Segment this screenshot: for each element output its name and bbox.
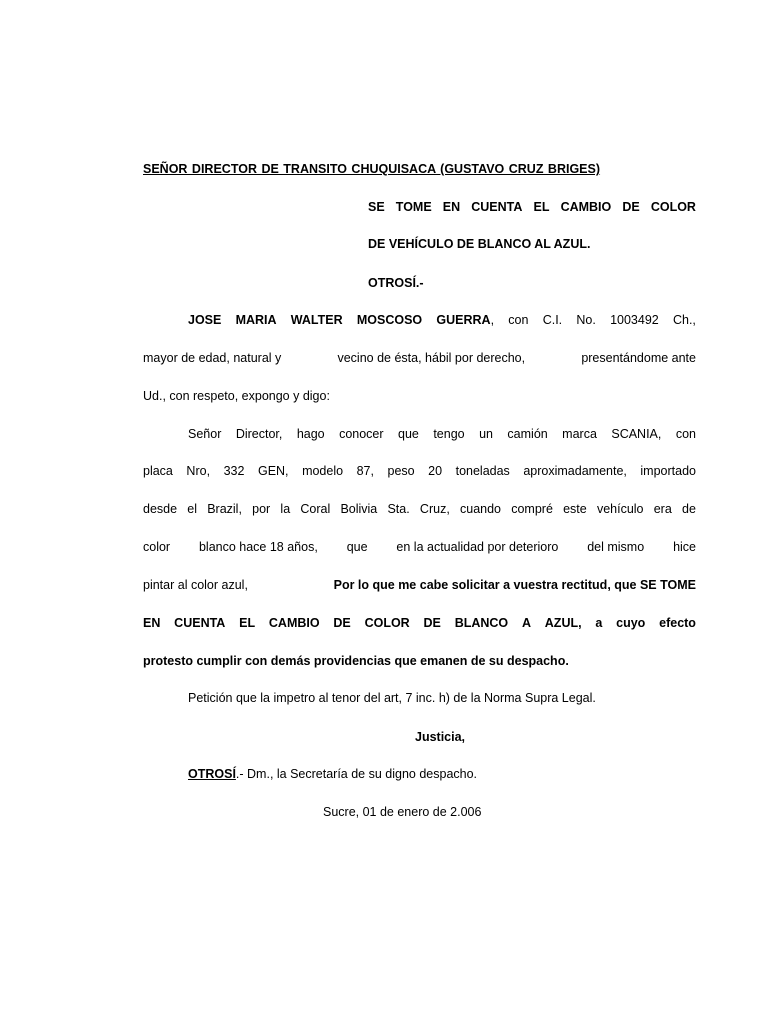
otrosi-text: .- Dm., la Secretaría de su digno despacho.: [235, 767, 478, 781]
paragraph-2-line-2: placa Nro, 332 GEN, modelo 87, peso 20 toneladas aproximadamente, importado: [143, 464, 696, 478]
paragraph-1-line-1: JOSE MARIA WALTER MOSCOSO GUERRA, con C.I. No. 1003492 Ch.,: [188, 313, 696, 327]
petition-line: Petición que la impetro al tenor del art, 7 inc. h) de la Norma Supra Legal.: [188, 691, 596, 705]
paragraph-2-line-4: color blanco hace 18 años, que en la actualidad por deterioro del mismo hice: [143, 540, 696, 554]
paragraph-2-line-7: protesto cumplir con demás providencias que emanen de su despacho.: [143, 654, 569, 668]
otrosi-paragraph: [188, 766, 477, 782]
paragraph-2-line-3: desde el Brazil, por la Coral Bolivia Sta. Cruz, cuando compré este vehículo era de: [143, 502, 696, 516]
summary-line-1: SE TOME EN CUENTA EL CAMBIO DE COLOR: [368, 200, 696, 214]
addressee-heading: SEÑOR DIRECTOR DE TRANSITO CHUQUISACA (GUSTAVO CRUZ BRIGES): [143, 162, 601, 176]
otrosi-label: OTROSÍ: [188, 767, 236, 781]
paragraph-1-line-2: mayor de edad, natural y vecino de ésta, hábil por derecho, presentándome ante: [143, 351, 696, 365]
paragraph-2-line-1: Señor Director, hago conocer que tengo un camión marca SCANIA, con: [188, 427, 696, 441]
justicia-line: Justicia,: [415, 730, 466, 744]
paragraph-2-line-6: EN CUENTA EL CAMBIO DE COLOR DE BLANCO A AZUL, a cuyo efecto: [143, 616, 696, 630]
summary-otrosi: OTROSÍ.-: [368, 276, 424, 290]
paragraph-1-line-3: Ud., con respeto, expongo y digo:: [143, 389, 330, 403]
date-line: Sucre, 01 de enero de 2.006: [323, 805, 482, 819]
summary-line-2: DE VEHÍCULO DE BLANCO AL AZUL.: [368, 237, 591, 251]
paragraph-2-line-5: pintar al color azul, Por lo que me cabe solicitar a vuestra rectitud, que SE TOME: [143, 578, 696, 592]
